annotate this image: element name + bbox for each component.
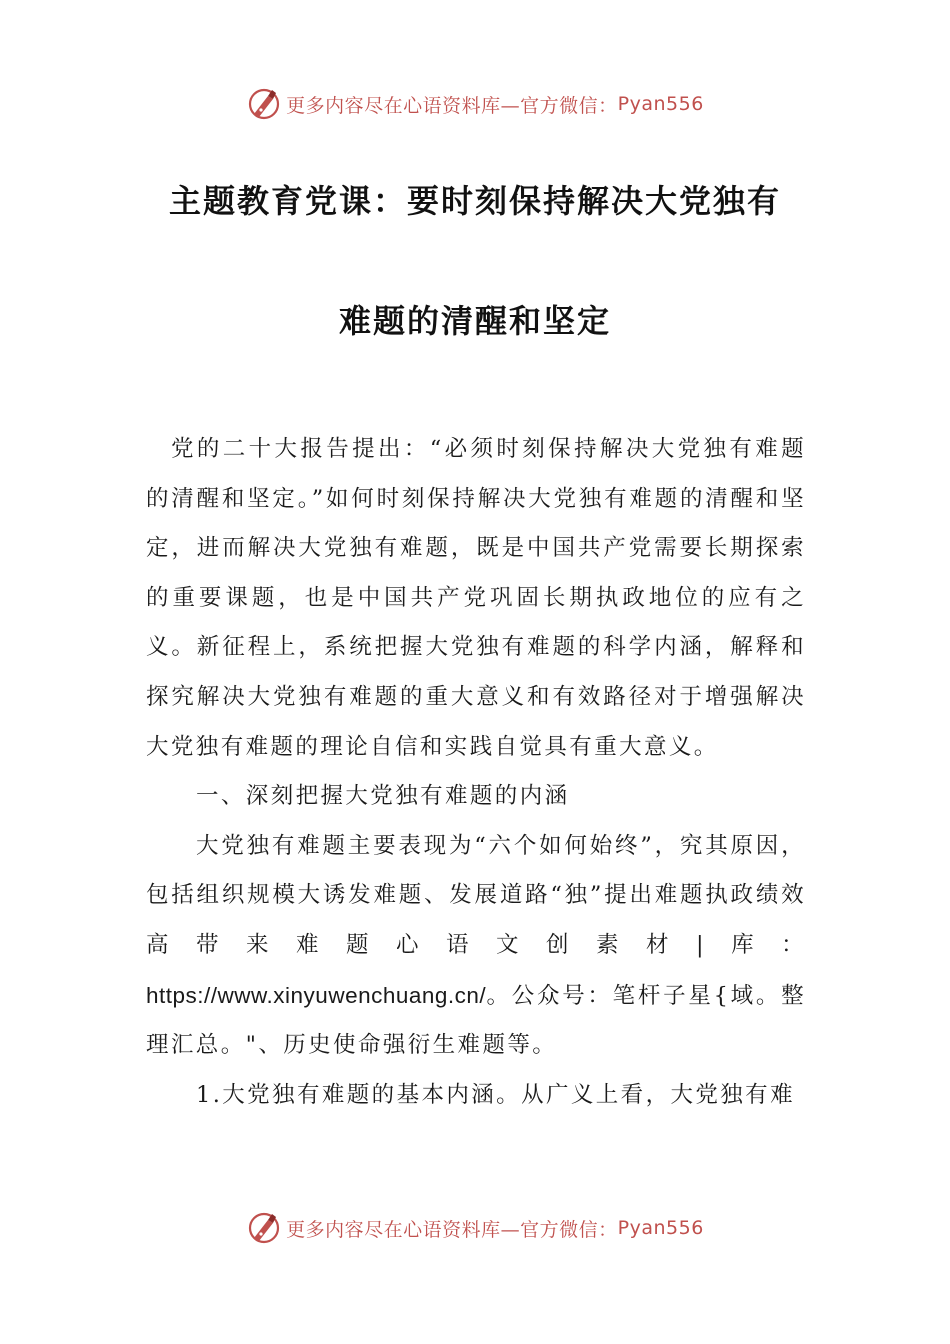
footer-banner <box>0 1208 950 1248</box>
banner-text: 更多内容尽在心语资料库—官方微信： <box>286 94 618 117</box>
paragraph-intro: 党的二十大报告提出：“必须时刻保持解决大党独有难题的清醒和坚定。”如何时刻保持解决大党独有难题的清醒和坚定，进而解决大党独有难题，既是中国共产党需要长期探索的重要课题，也是中国共产党巩固长期执政地位的应有之义。新征程上，系统把握大党独有难题的科学内涵，解释和探究解决大党独有难题的重大意义和有效路径对于增强解决大党独有难题的理论自信和实践自觉具有重大意义。 <box>146 436 806 760</box>
paragraph-3: 1.大党独有难题的基本内涵。从广义上看，大党独有难 <box>196 1081 795 1108</box>
pen-nib-logo-icon <box>246 86 282 122</box>
article-body <box>146 425 806 1120</box>
paragraph-2-text-b: 。公众号：笔杆子星{域。整理汇总。"、历史使命强衍生难题等。 <box>146 982 806 1059</box>
banner-handle: Pyan556 <box>617 93 704 115</box>
pen-nib-logo-icon <box>246 1210 282 1246</box>
page-title-line-2: 难题的清醒和坚定 <box>338 302 611 340</box>
paragraph-2-text-a: 大党独有难题主要表现为“六个如何始终”，究其原因，包括组织规模大诱发难题、发展道路“独”提出难题执政绩效高带来难题心语文创素材|库： <box>146 832 806 958</box>
paragraph-2-url: https://www.xinyuwenchuang.cn/ <box>146 982 487 1008</box>
footer-banner-text: 更多内容尽在心语资料库—官方微信： <box>286 1218 618 1241</box>
section-heading-1: 一、深刻把握大党独有难题的内涵 <box>196 783 570 810</box>
paragraph-2 <box>146 822 806 1071</box>
header-banner <box>0 84 950 124</box>
page-title-line-1: 主题教育党课：要时刻保持解决大党独有 <box>168 182 781 220</box>
footer-banner-handle: Pyan556 <box>617 1217 704 1239</box>
